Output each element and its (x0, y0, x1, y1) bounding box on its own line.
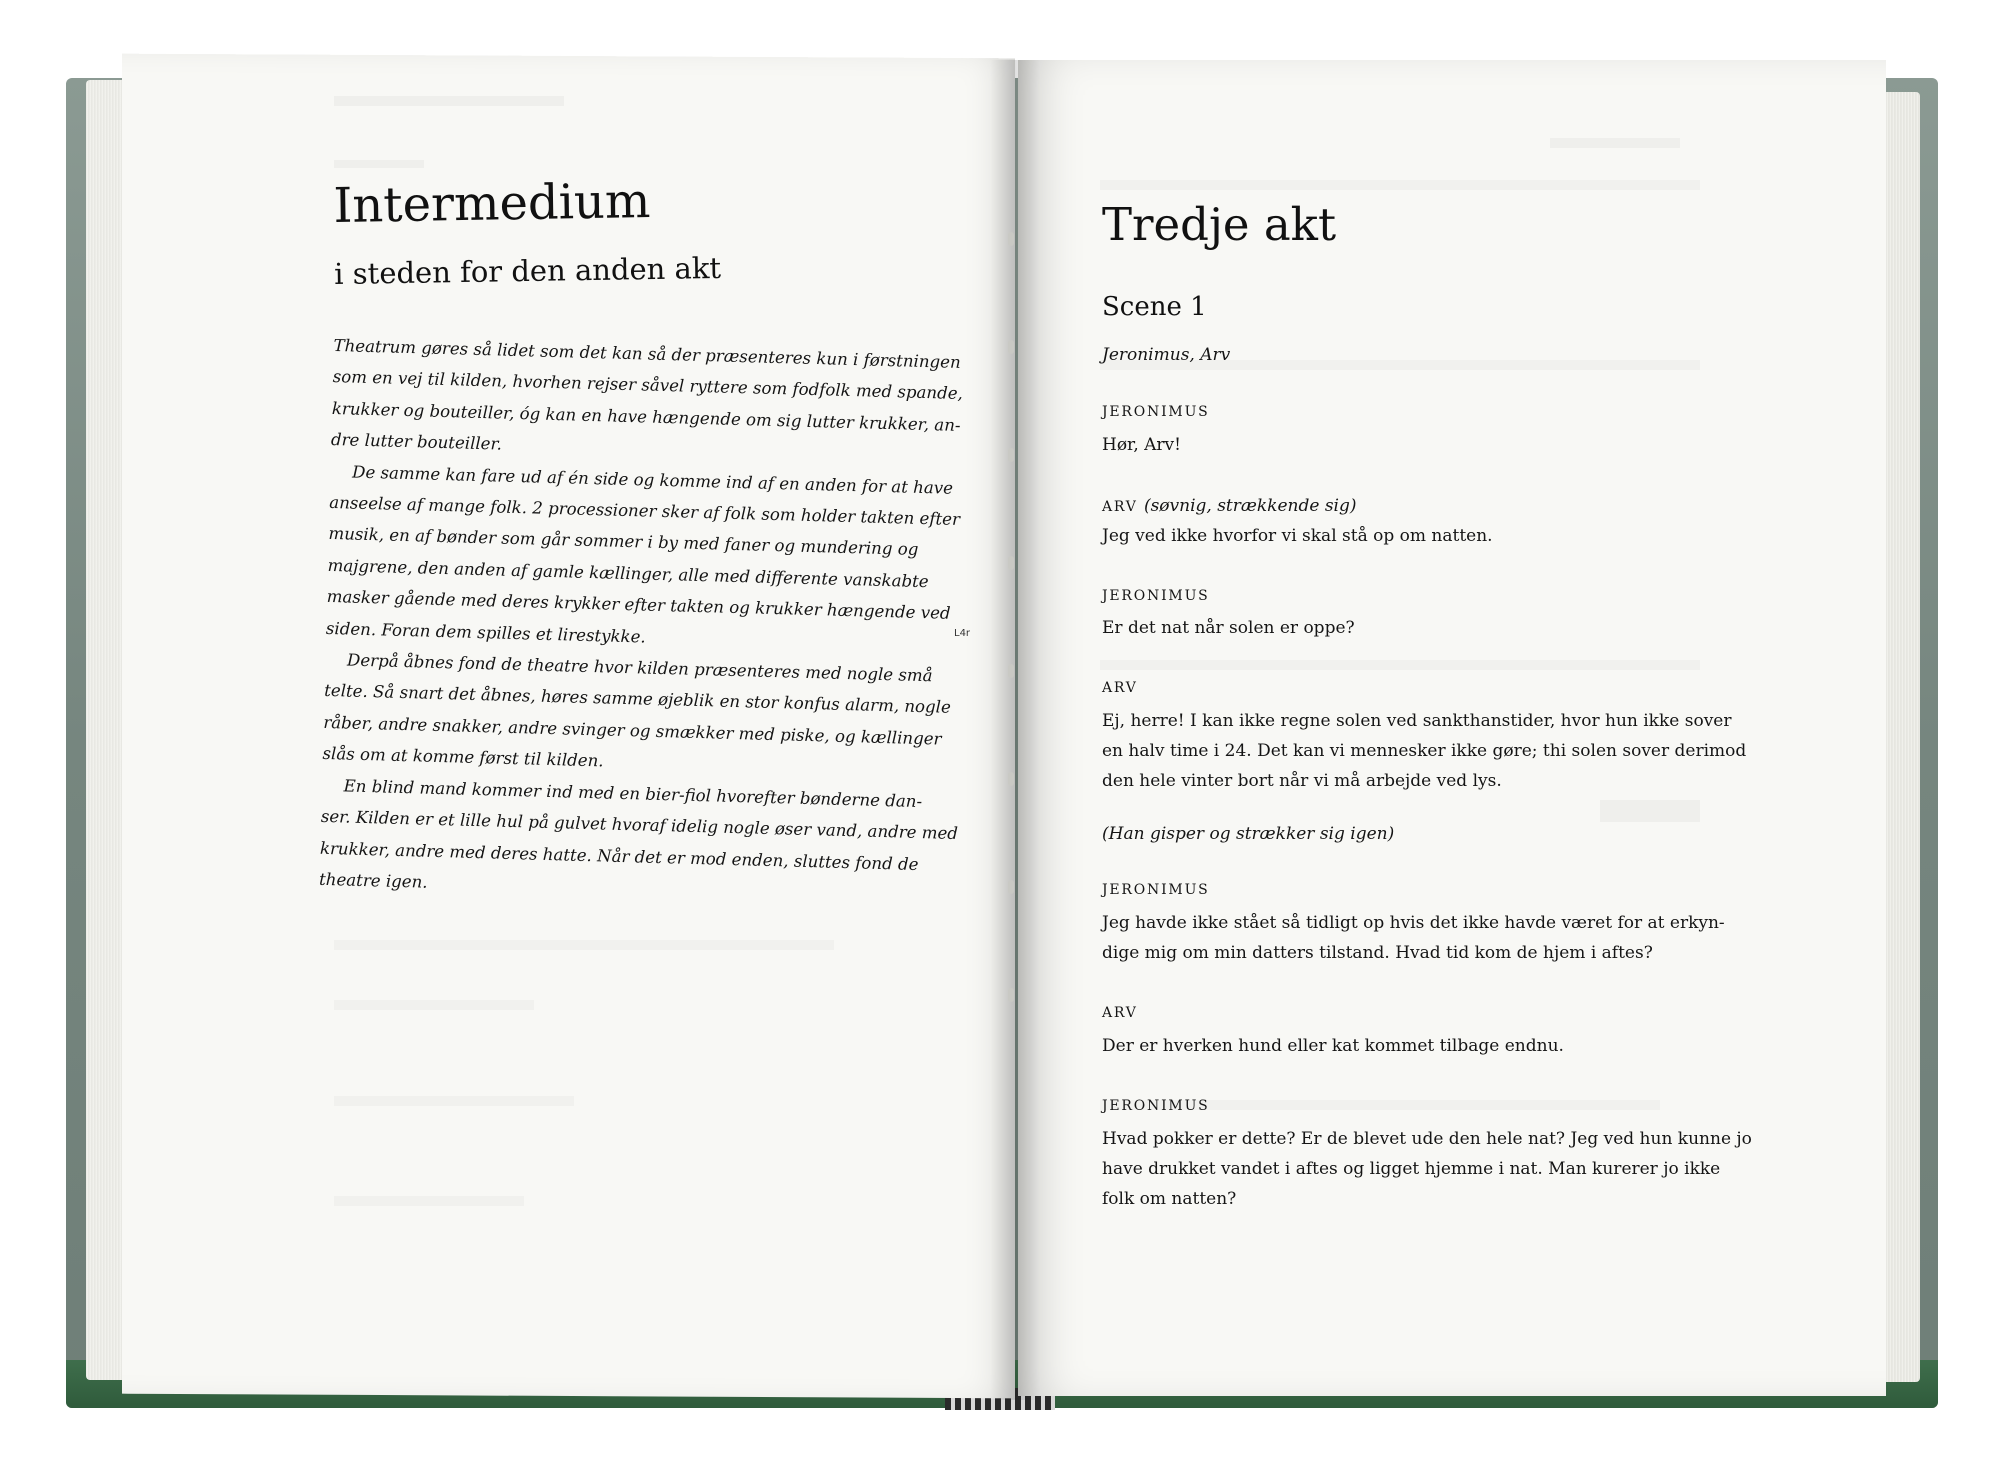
speaker-name: ARV (1102, 499, 1138, 515)
dialogue-text: Hør, Arv! (1102, 435, 1181, 455)
stage-direction-inline: (søvnig, strækkende sig) (1143, 496, 1357, 516)
body-line: slås om at komme først til kilden. (322, 744, 604, 771)
body-line: telte. Så snart det åbnes, høres samme øjeblik en stor konfus alarm, nogle (323, 681, 952, 718)
dialogue-line (1102, 1124, 1752, 1214)
binding-stitch (1008, 988, 1014, 1002)
speaker-arv (1102, 496, 1357, 516)
scene-heading: Scene 1 (1102, 292, 1207, 322)
dialogue-line (1102, 908, 1725, 968)
dialogue-line (1102, 521, 1493, 551)
body-line: En blind mand kommer ind med en bier-fiol hvorefter bønderne dan- (343, 776, 923, 811)
dialogue-text: folk om natten? (1102, 1189, 1237, 1209)
dialogue-text: Jeg ved ikke hvorfor vi skal stå op om natten. (1102, 526, 1493, 546)
margin-note: L4r (954, 628, 971, 639)
dialogue-line (1102, 1031, 1564, 1061)
binding-stitch (1008, 232, 1014, 246)
speaker-jeronimus: JERONIMUS (1102, 1098, 1210, 1114)
body-line: masker gående med deres krykker efter takten og krukker hængende ved (326, 587, 951, 624)
dialogue-text: en halv time i 24. Det kan vi mennesker ikke gøre; thi solen sover derimod (1102, 741, 1747, 761)
spine-gutter (990, 60, 1040, 1400)
speaker-arv: ARV (1102, 680, 1138, 696)
dialogue-text: den hele vinter bort når vi må arbejde ved lys. (1102, 771, 1502, 791)
body-line: dre lutter bouteiller. (330, 430, 503, 454)
dialogue-text: Er det nat når solen er oppe? (1102, 618, 1355, 638)
page-title: Intermedium (333, 173, 651, 234)
body-line: majgrene, den anden af gamle kællinger, alle med differente vanskabte (327, 555, 929, 592)
speaker-jeronimus: JERONIMUS (1102, 588, 1210, 604)
body-line: Theatrum gøres så lidet som det kan så der præsenteres kun i førstningen (333, 335, 961, 372)
dialogue-text: Hvad pokker er dette? Er de blevet ude den hele nat? Jeg ved hun kunne jo (1102, 1129, 1752, 1149)
dialogue-text: Jeg havde ikke stået så tidligt op hvis det ikke havde været for at erkyn- (1102, 913, 1725, 933)
body-line: ser. Kilden er et lille hul på gulvet hvoraf idelig nogle øser vand, andre med (320, 806, 959, 844)
stage-direction: (Han gisper og strækker sig igen) (1102, 824, 1395, 844)
speaker-jeronimus: JERONIMUS (1102, 404, 1210, 420)
binding-stitch (1008, 664, 1014, 678)
dialogue-text: Ej, herre! I kan ikke regne solen ved sankthanstider, hvor hun ikke sover (1102, 711, 1732, 731)
act-title: Tredje akt (1102, 198, 1337, 251)
body-line: krukker, andre med deres hatte. Når det er mod enden, sluttes fond de (319, 838, 919, 874)
body-line: som en vej til kilden, hvorhen rejser såvel ryttere som fodfolk med spande, (332, 367, 964, 404)
binding-stitch (1008, 772, 1014, 786)
dialogue-line (1102, 430, 1181, 460)
speaker-jeronimus: JERONIMUS (1102, 882, 1210, 898)
body-line: De samme kan fare ud af én side og komme ind af en anden for at have (351, 462, 954, 498)
binding-stitch (1008, 448, 1014, 462)
dialogue-text: have drukket vandet i aftes og ligget hjemme i nat. Man kurerer jo ikke (1102, 1159, 1721, 1179)
speaker-arv: ARV (1102, 1005, 1138, 1021)
character-list: Jeronimus, Arv (1102, 345, 1231, 365)
body-line: anseelse af mange folk. 2 processioner sker af folk som holder takten efter (329, 492, 961, 530)
body-line: musik, en af bønder som går sommer i by med faner og mundering og (328, 524, 919, 560)
binding-stitch (1008, 340, 1014, 354)
body-line: theatre igen. (318, 869, 428, 892)
page-subtitle: i steden for den anden akt (334, 250, 722, 291)
binding-stitch (1008, 556, 1014, 570)
binding-stitch (1008, 880, 1014, 894)
body-line: krukker og bouteiller, óg kan en have hængende om sig lutter krukker, an- (331, 398, 961, 435)
dialogue-text: dige mig om min datters tilstand. Hvad tid kom de hjem i aftes? (1102, 943, 1653, 963)
body-line: råber, andre snakker, andre svinger og smækker med piske, og kællinger (323, 712, 942, 749)
body-line: Derpå åbnes fond de theatre hvor kilden præsenteres med nogle små (346, 650, 933, 686)
dialogue-text: Der er hverken hund eller kat kommet tilbage endnu. (1102, 1036, 1564, 1056)
body-line: siden. Foran dem spilles et lirestykke. (325, 618, 646, 647)
dialogue-line (1102, 613, 1355, 643)
dialogue-line (1102, 706, 1746, 796)
page-block-right (1880, 92, 1920, 1382)
